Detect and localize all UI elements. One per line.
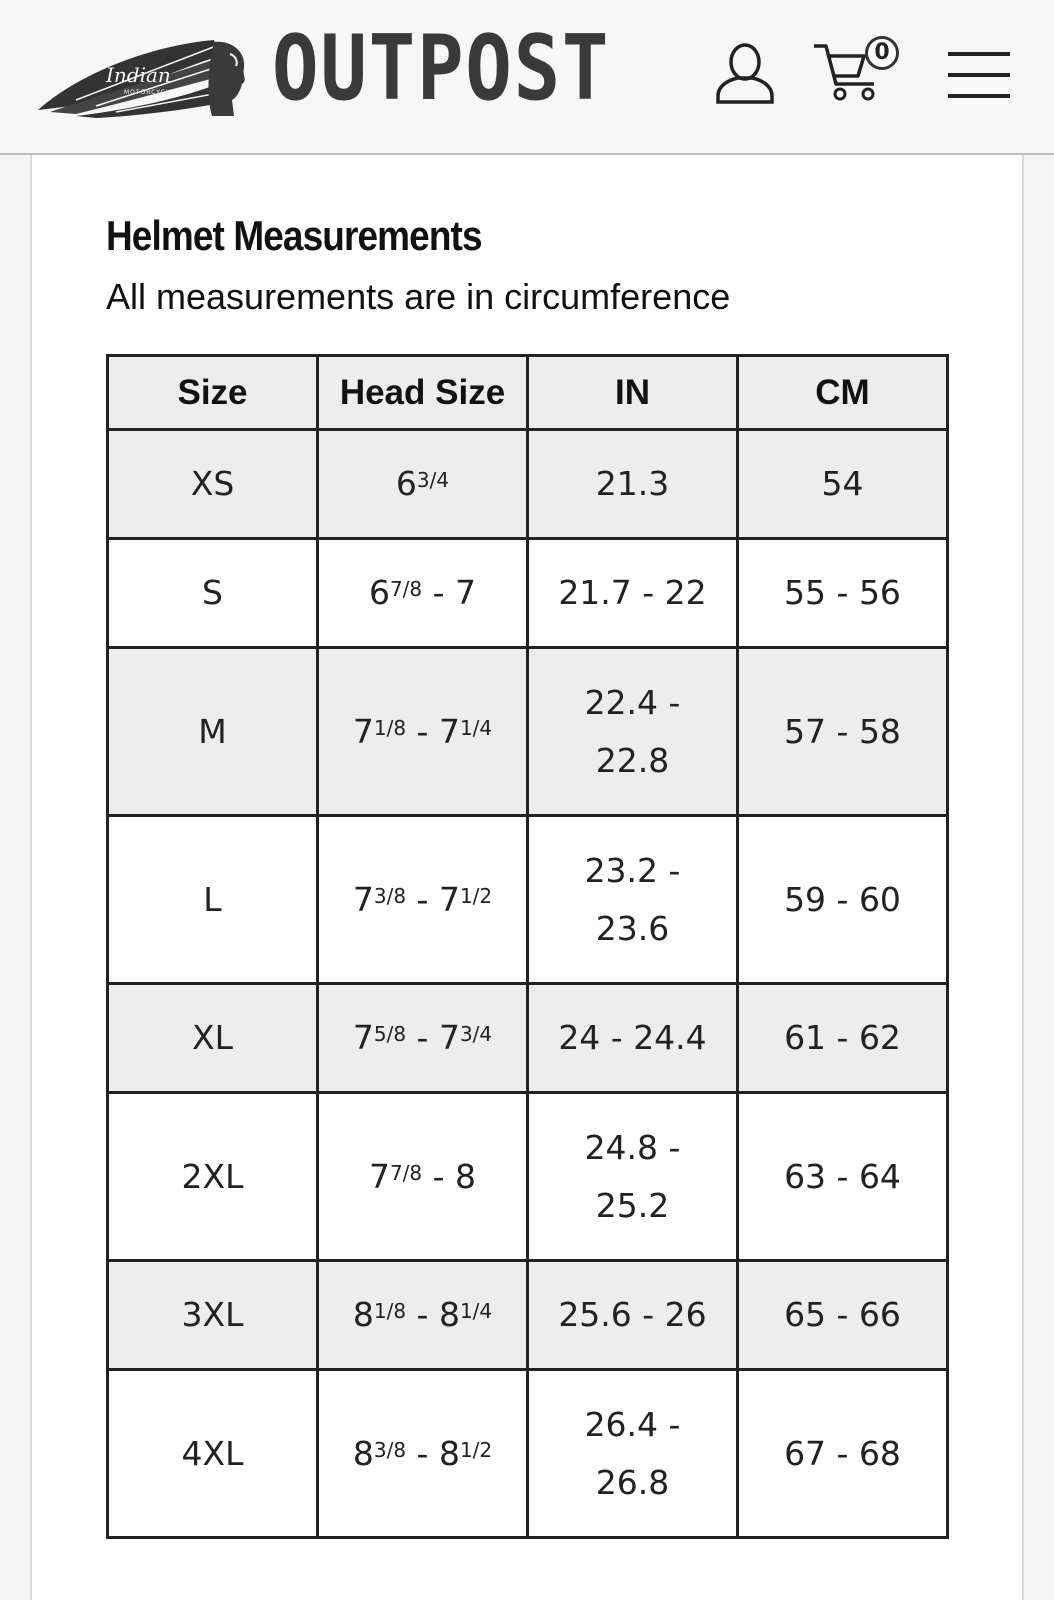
table-row [108,648,948,816]
cell-in-line-1: 23.2 - [584,850,681,890]
cell-in-line-1: 25.6 - 26 [558,1295,707,1334]
cell-cm: 65 - 66 [738,1261,948,1370]
head-size-whole-a: 6 [368,573,390,612]
head-size-whole-b: 7 [455,573,477,612]
head-size-fraction-a: 5/8 [373,1022,407,1046]
cell-in [528,430,738,539]
cell-in-line-2: 23.6 [595,908,670,948]
head-size-separator: - [406,1295,439,1334]
head-size-separator: - [422,573,456,612]
brand-script: Indian [106,63,171,87]
table-row [108,1261,948,1370]
head-size-separator: - [406,1433,439,1473]
head-size-whole-b: 7 [438,711,460,751]
store-name[interactable]: OUTPOST [272,16,611,121]
head-size-whole-b: 7 [438,879,460,919]
brand-sub: MOTORCYCLE [124,89,175,96]
head-size-fraction-a: 7/8 [389,1160,423,1185]
cell-in-line-2: 26.8 [595,1462,670,1502]
cell-head-size [318,648,528,816]
cell-in [528,1261,738,1370]
head-size-fraction-b: 1/4 [459,1299,493,1323]
head-size-whole-a: 6 [395,464,417,503]
cell-size: XL [108,984,318,1093]
head-size-fraction-a: 3/8 [373,883,407,908]
cell-cm: 55 - 56 [738,539,948,648]
indian-motorcycle-logo[interactable] [36,36,248,120]
cell-cm: 61 - 62 [738,984,948,1093]
cell-head-size [318,1261,528,1370]
head-size-fraction-a: 3/4 [416,468,450,492]
cell-in [528,816,738,984]
account-icon[interactable] [712,40,778,106]
head-size-whole-a: 8 [352,1295,374,1334]
cell-cm: 54 [738,430,948,539]
cart-count-badge[interactable]: 0 [865,36,899,70]
table-row [108,1093,948,1261]
head-size-whole-a: 8 [352,1433,374,1473]
page-subtitle: All measurements are in circumference [106,276,731,317]
column-header-head-size: Head Size [318,356,528,430]
table-row [108,816,948,984]
cell-in-line-1: 26.4 - [584,1404,681,1444]
cell-size: 2XL [108,1093,318,1261]
head-size-whole-a: 7 [352,1018,374,1057]
head-size-fraction-b: 1/2 [459,883,493,908]
cell-cm: 67 - 68 [738,1370,948,1538]
head-size-separator: - [406,1018,439,1057]
table-row [108,539,948,648]
head-size-whole-b: 7 [438,1018,460,1057]
cell-in [528,1370,738,1538]
head-size-whole-a: 7 [352,711,374,751]
head-size-fraction-a: 1/8 [373,1299,407,1323]
hamburger-menu-icon[interactable] [948,52,1010,98]
head-size-separator: - [406,711,439,751]
column-header-in: IN [528,356,738,430]
head-size-fraction-b: 1/2 [459,1437,493,1462]
helmet-size-table [106,354,949,1539]
head-size-whole-a: 7 [368,1156,390,1196]
cell-in-line-1: 21.7 - 22 [558,573,707,612]
page-title: Helmet Measurements [106,212,482,259]
cell-cm: 59 - 60 [738,816,948,984]
head-size-fraction-a: 7/8 [389,577,423,601]
cell-size: S [108,539,318,648]
cell-in [528,648,738,816]
head-size-whole-a: 7 [352,879,374,919]
head-size-whole-b: 8 [438,1295,460,1334]
cell-head-size [318,984,528,1093]
head-size-whole-b: 8 [438,1433,460,1473]
cell-in-line-2: 22.8 [595,740,670,780]
cell-in [528,1093,738,1261]
cell-size: XS [108,430,318,539]
table-header-row [108,356,948,430]
cell-size: 4XL [108,1370,318,1538]
cell-size: 3XL [108,1261,318,1370]
cell-cm: 57 - 58 [738,648,948,816]
head-size-fraction-b: 3/4 [459,1022,493,1046]
cell-head-size [318,1093,528,1261]
table-row [108,430,948,539]
head-size-separator: - [406,879,439,919]
head-size-fraction-a: 3/8 [373,1437,407,1462]
cell-in [528,539,738,648]
head-size-fraction-a: 1/8 [373,715,407,740]
cell-in-line-2: 25.2 [595,1185,670,1225]
cell-in-line-1: 21.3 [595,464,670,503]
cell-head-size [318,430,528,539]
head-size-fraction-b: 1/4 [459,715,493,740]
cell-in-line-1: 24 - 24.4 [558,1018,707,1057]
cell-head-size [318,539,528,648]
column-header-cm: CM [738,356,948,430]
cell-size: L [108,816,318,984]
head-size-whole-b: 8 [455,1156,477,1196]
cell-head-size [318,1370,528,1538]
column-header-size: Size [108,356,318,430]
site-header [0,0,1054,155]
table-row [108,984,948,1093]
cell-head-size [318,816,528,984]
cell-size: M [108,648,318,816]
cell-in-line-1: 22.4 - [584,682,681,722]
table-row [108,1370,948,1538]
cell-in [528,984,738,1093]
cell-in-line-1: 24.8 - [584,1127,681,1167]
cell-cm: 63 - 64 [738,1093,948,1261]
head-size-separator: - [422,1156,456,1196]
